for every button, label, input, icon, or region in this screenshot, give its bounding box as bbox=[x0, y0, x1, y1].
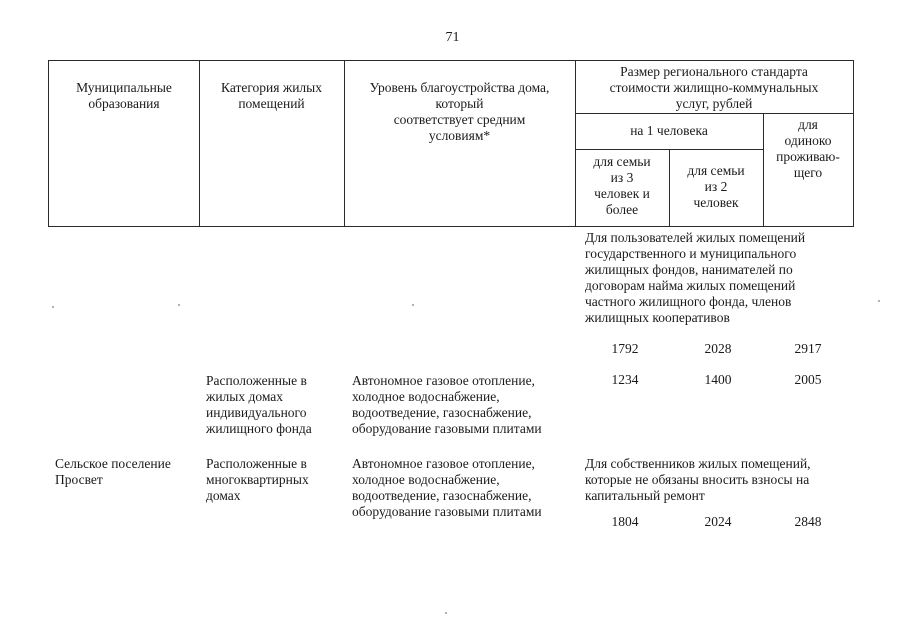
header-single: для одиноко проживаю- щего bbox=[776, 117, 840, 180]
scan-speck bbox=[878, 300, 880, 302]
scan-speck bbox=[412, 304, 414, 306]
header-family3: для семьи из 3 человек и более bbox=[593, 154, 651, 217]
value-family3: 1804 bbox=[611, 514, 639, 529]
scan-speck bbox=[52, 306, 54, 308]
group-caption-users: Для пользователей жилых помещений государственного и муниципального жилищных фондов, нанимателей по договорам найма жилых помещений частного жилищного фонда, членов жилищных кооперативов bbox=[585, 230, 806, 325]
group-caption-owners: Для собственников жилых помещений, которые не обязаны вносить взносы на капитальный ремонт bbox=[585, 456, 811, 503]
value-single: 2917 bbox=[794, 341, 822, 356]
header-standard: Размер регионального стандарта стоимости жилищно-коммунальных услуг, рублей bbox=[609, 64, 819, 111]
page-number: 71 bbox=[445, 30, 460, 45]
value-family3: 1792 bbox=[611, 341, 639, 356]
value-family2: 2028 bbox=[704, 341, 732, 356]
row-level: Автономное газовое отопление, холодное водоснабжение, водоотведение, газоснабжение, оборудование газовыми плитами bbox=[352, 373, 542, 436]
header-municipality: Муниципальные образования bbox=[76, 80, 172, 111]
row-divider bbox=[575, 149, 763, 150]
row-divider bbox=[575, 113, 853, 114]
header-per-person: на 1 человека bbox=[630, 123, 708, 138]
value-single: 2848 bbox=[794, 514, 822, 529]
value-single: 2005 bbox=[794, 372, 822, 387]
row-level: Автономное газовое отопление, холодное водоснабжение, водоотведение, газоснабжение, оборудование газовыми плитами bbox=[352, 456, 542, 519]
row-municipality: Сельское поселение Просвет bbox=[55, 456, 171, 487]
row-category: Расположенные в жилых домах индивидуального жилищного фонда bbox=[206, 373, 312, 436]
header-family2: для семьи из 2 человек bbox=[687, 163, 745, 210]
row-category: Расположенные в многоквартирных домах bbox=[206, 456, 309, 503]
scan-speck bbox=[445, 612, 447, 614]
value-family2: 2024 bbox=[704, 514, 732, 529]
value-family3: 1234 bbox=[611, 372, 639, 387]
header-category: Категория жилых помещений bbox=[221, 80, 322, 111]
table-header bbox=[48, 60, 854, 227]
scan-speck bbox=[178, 304, 180, 306]
header-level: Уровень благоустройства дома, который соответствует средним условиям* bbox=[369, 80, 550, 143]
value-family2: 1400 bbox=[704, 372, 732, 387]
